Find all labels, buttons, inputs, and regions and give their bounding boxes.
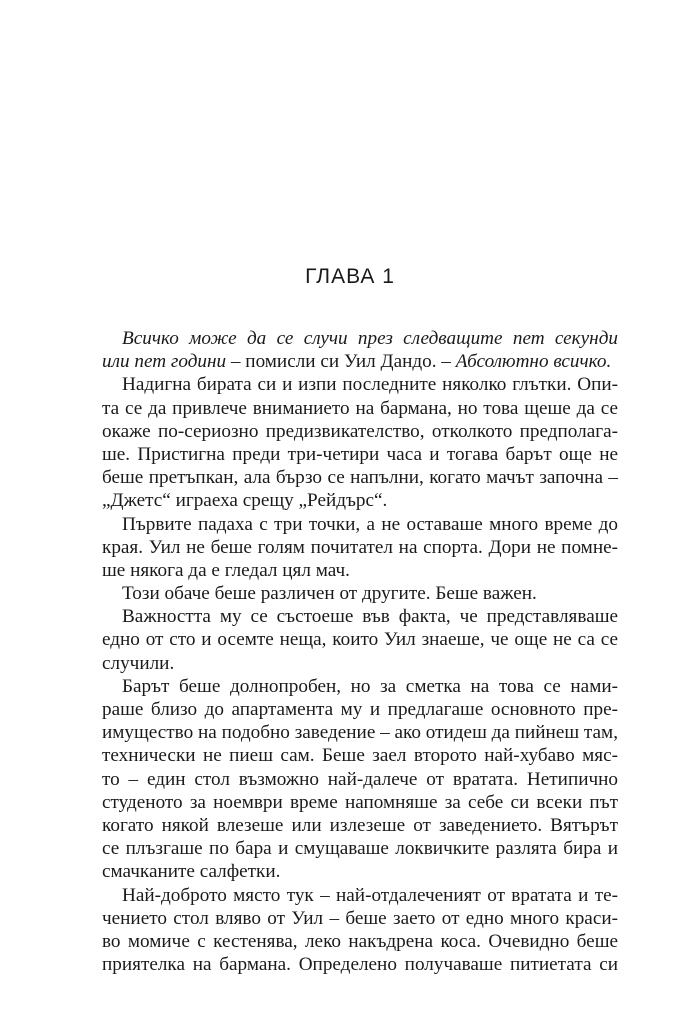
text-line: студеното за ноември време напомняше за себе си всеки път — [102, 791, 618, 813]
text-line: смачканите салфетки. — [102, 861, 281, 883]
text-line: случили. — [102, 652, 175, 674]
text-line: Най-доброто място тук – най-отдалеченият от вратата и те- — [122, 884, 618, 906]
text-line: чението стол вляво от Уил – беше заето от едно много краси- — [102, 907, 618, 929]
text-line: технически не пиеш сам. Беше заел второто най-хубаво мяс- — [102, 745, 618, 767]
text-line: Този обаче беше различен от другите. Беше важен. — [122, 583, 537, 605]
text-line: Първите падаха с три точки, а не оставаше много време до — [122, 513, 618, 535]
text-line: „Джетс“ играеха срещу „Рейдърс“. — [102, 490, 388, 512]
text-line: раше близо до апартамента му и предлагаше основното пре- — [102, 699, 618, 720]
text-line: то – един стол възможно най-далече от вратата. Нетипично — [102, 768, 618, 790]
text-line: беше претъпкан, ала бързо се напълни, когато мачът започна – — [102, 467, 618, 489]
text-line: когато някой влезеше или излезеше от заведението. Вятърът — [102, 814, 618, 836]
text-line: края. Уил не беше голям почитател на спорта. Дори не помне- — [102, 536, 618, 558]
text-line: се плъзгаше по бара и смущаваше локвичките разлята бира и — [102, 838, 618, 860]
text-line: имущество на подобно заведение – ако отидеш да пийнеш там, — [102, 722, 618, 744]
text-span-italic: или пет години — [102, 351, 227, 373]
text-line: Важността му се състоеше във факта, че представляваше — [122, 606, 618, 628]
text-line: Всичко може да се случи през следващите пет секунди — [122, 328, 618, 349]
text-line: та се да привлече вниманието на бармана, но това щеше да се — [102, 397, 618, 419]
text-span: – помисли си Уил Дандо. – — [226, 351, 456, 373]
chapter-title: ГЛАВА 1 — [305, 265, 395, 288]
text-line: Надигна бирата си и изпи последните няколко глътки. Опи- — [122, 374, 618, 396]
text-line: ше. Пристигна преди три-четири часа и тогава барът още не — [102, 443, 618, 465]
text-line: ше някога да е гледал цял мач. — [102, 559, 350, 581]
text-line — [102, 350, 618, 373]
text-line: едно от сто и осемте неща, които Уил знаеше, че още не са се — [102, 629, 618, 651]
text-span-italic: Абсолютно всичко. — [455, 351, 612, 373]
body-text — [102, 327, 618, 976]
text-line: окаже по-сериозно предизвикателство, отколкото предполага- — [102, 420, 618, 442]
text-line: приятелка на бармана. Определено получаваше питиетата си — [102, 954, 618, 976]
text-line: Барът беше долнопробен, но за сметка на това се нами- — [122, 675, 618, 697]
text-line: во момиче с кестенява, леко накъдрена коса. Очевидно беше — [102, 930, 618, 952]
